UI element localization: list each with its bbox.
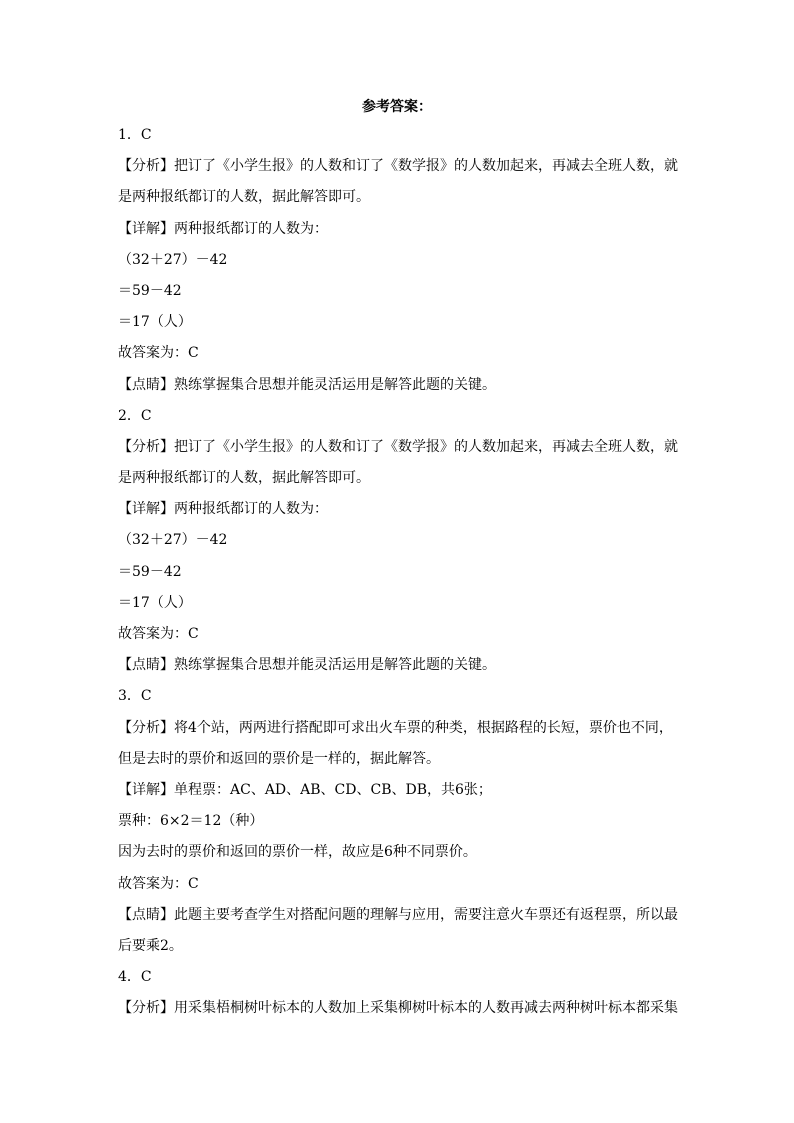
text-line: 故答案为：C (118, 626, 199, 642)
text-line: 2．C (118, 407, 152, 424)
text-line: 1．C (118, 127, 152, 143)
answer-key-title: 参考答案： (362, 99, 432, 115)
text-line: 故答案为：C (118, 345, 199, 362)
text-line: （32＋27）－42 (118, 251, 228, 268)
text-line: 【分析】把订了《小学生报》的人数和订了《数学报》的人数加起来，再减去全班人数，就 (118, 158, 678, 175)
text-line: 【分析】用采集梧桐树叶标本的人数加上采集柳树叶标本的人数再减去两种树叶标本都采集 (118, 1000, 678, 1017)
text-line: 【点睛】熟练掌握集合思想并能灵活运用是解答此题的关键。 (118, 657, 496, 674)
text-line: 4．C (118, 969, 152, 986)
text-line: 3．C (118, 688, 152, 705)
text-line: 【详解】单程票：AC、AD、AB、CD、CB、DB，共6张； (118, 781, 492, 798)
text-line: 是两种报纸都订的人数，据此解答即可。 (118, 470, 370, 487)
text-line: （32＋27）－42 (118, 532, 228, 549)
text-line: 是两种报纸都订的人数，据此解答即可。 (118, 189, 370, 206)
text-line: 【分析】把订了《小学生报》的人数和订了《数学报》的人数加起来，再减去全班人数，就 (118, 438, 678, 455)
text-line: ＝17（人） (118, 594, 192, 611)
text-line: 因为去时的票价和返回的票价一样，故应是6种不同票价。 (118, 844, 477, 861)
text-line: 后要乘2。 (118, 937, 183, 954)
text-line: 票种：6×2＝12（种） (118, 813, 264, 830)
text-line: 【分析】将4个站，两两进行搭配即可求出火车票的种类，根据路程的长短，票价也不同， (118, 719, 673, 736)
text-line: 但是去时的票价和返回的票价是一样的，据此解答。 (118, 750, 440, 767)
text-line: 故答案为：C (118, 875, 199, 892)
text-line: 【点睛】熟练掌握集合思想并能灵活运用是解答此题的关键。 (118, 376, 496, 393)
text-line: ＝59－42 (118, 282, 182, 299)
text-line: ＝59－42 (118, 563, 182, 580)
text-line: ＝17（人） (118, 314, 192, 331)
text-line: 【详解】两种报纸都订的人数为： (118, 501, 328, 518)
answer-content (118, 120, 678, 1024)
text-line: 【详解】两种报纸都订的人数为： (118, 220, 328, 237)
text-line: 【点睛】此题主要考查学生对搭配问题的理解与应用，需要注意火车票还有返程票，所以最 (118, 906, 678, 923)
